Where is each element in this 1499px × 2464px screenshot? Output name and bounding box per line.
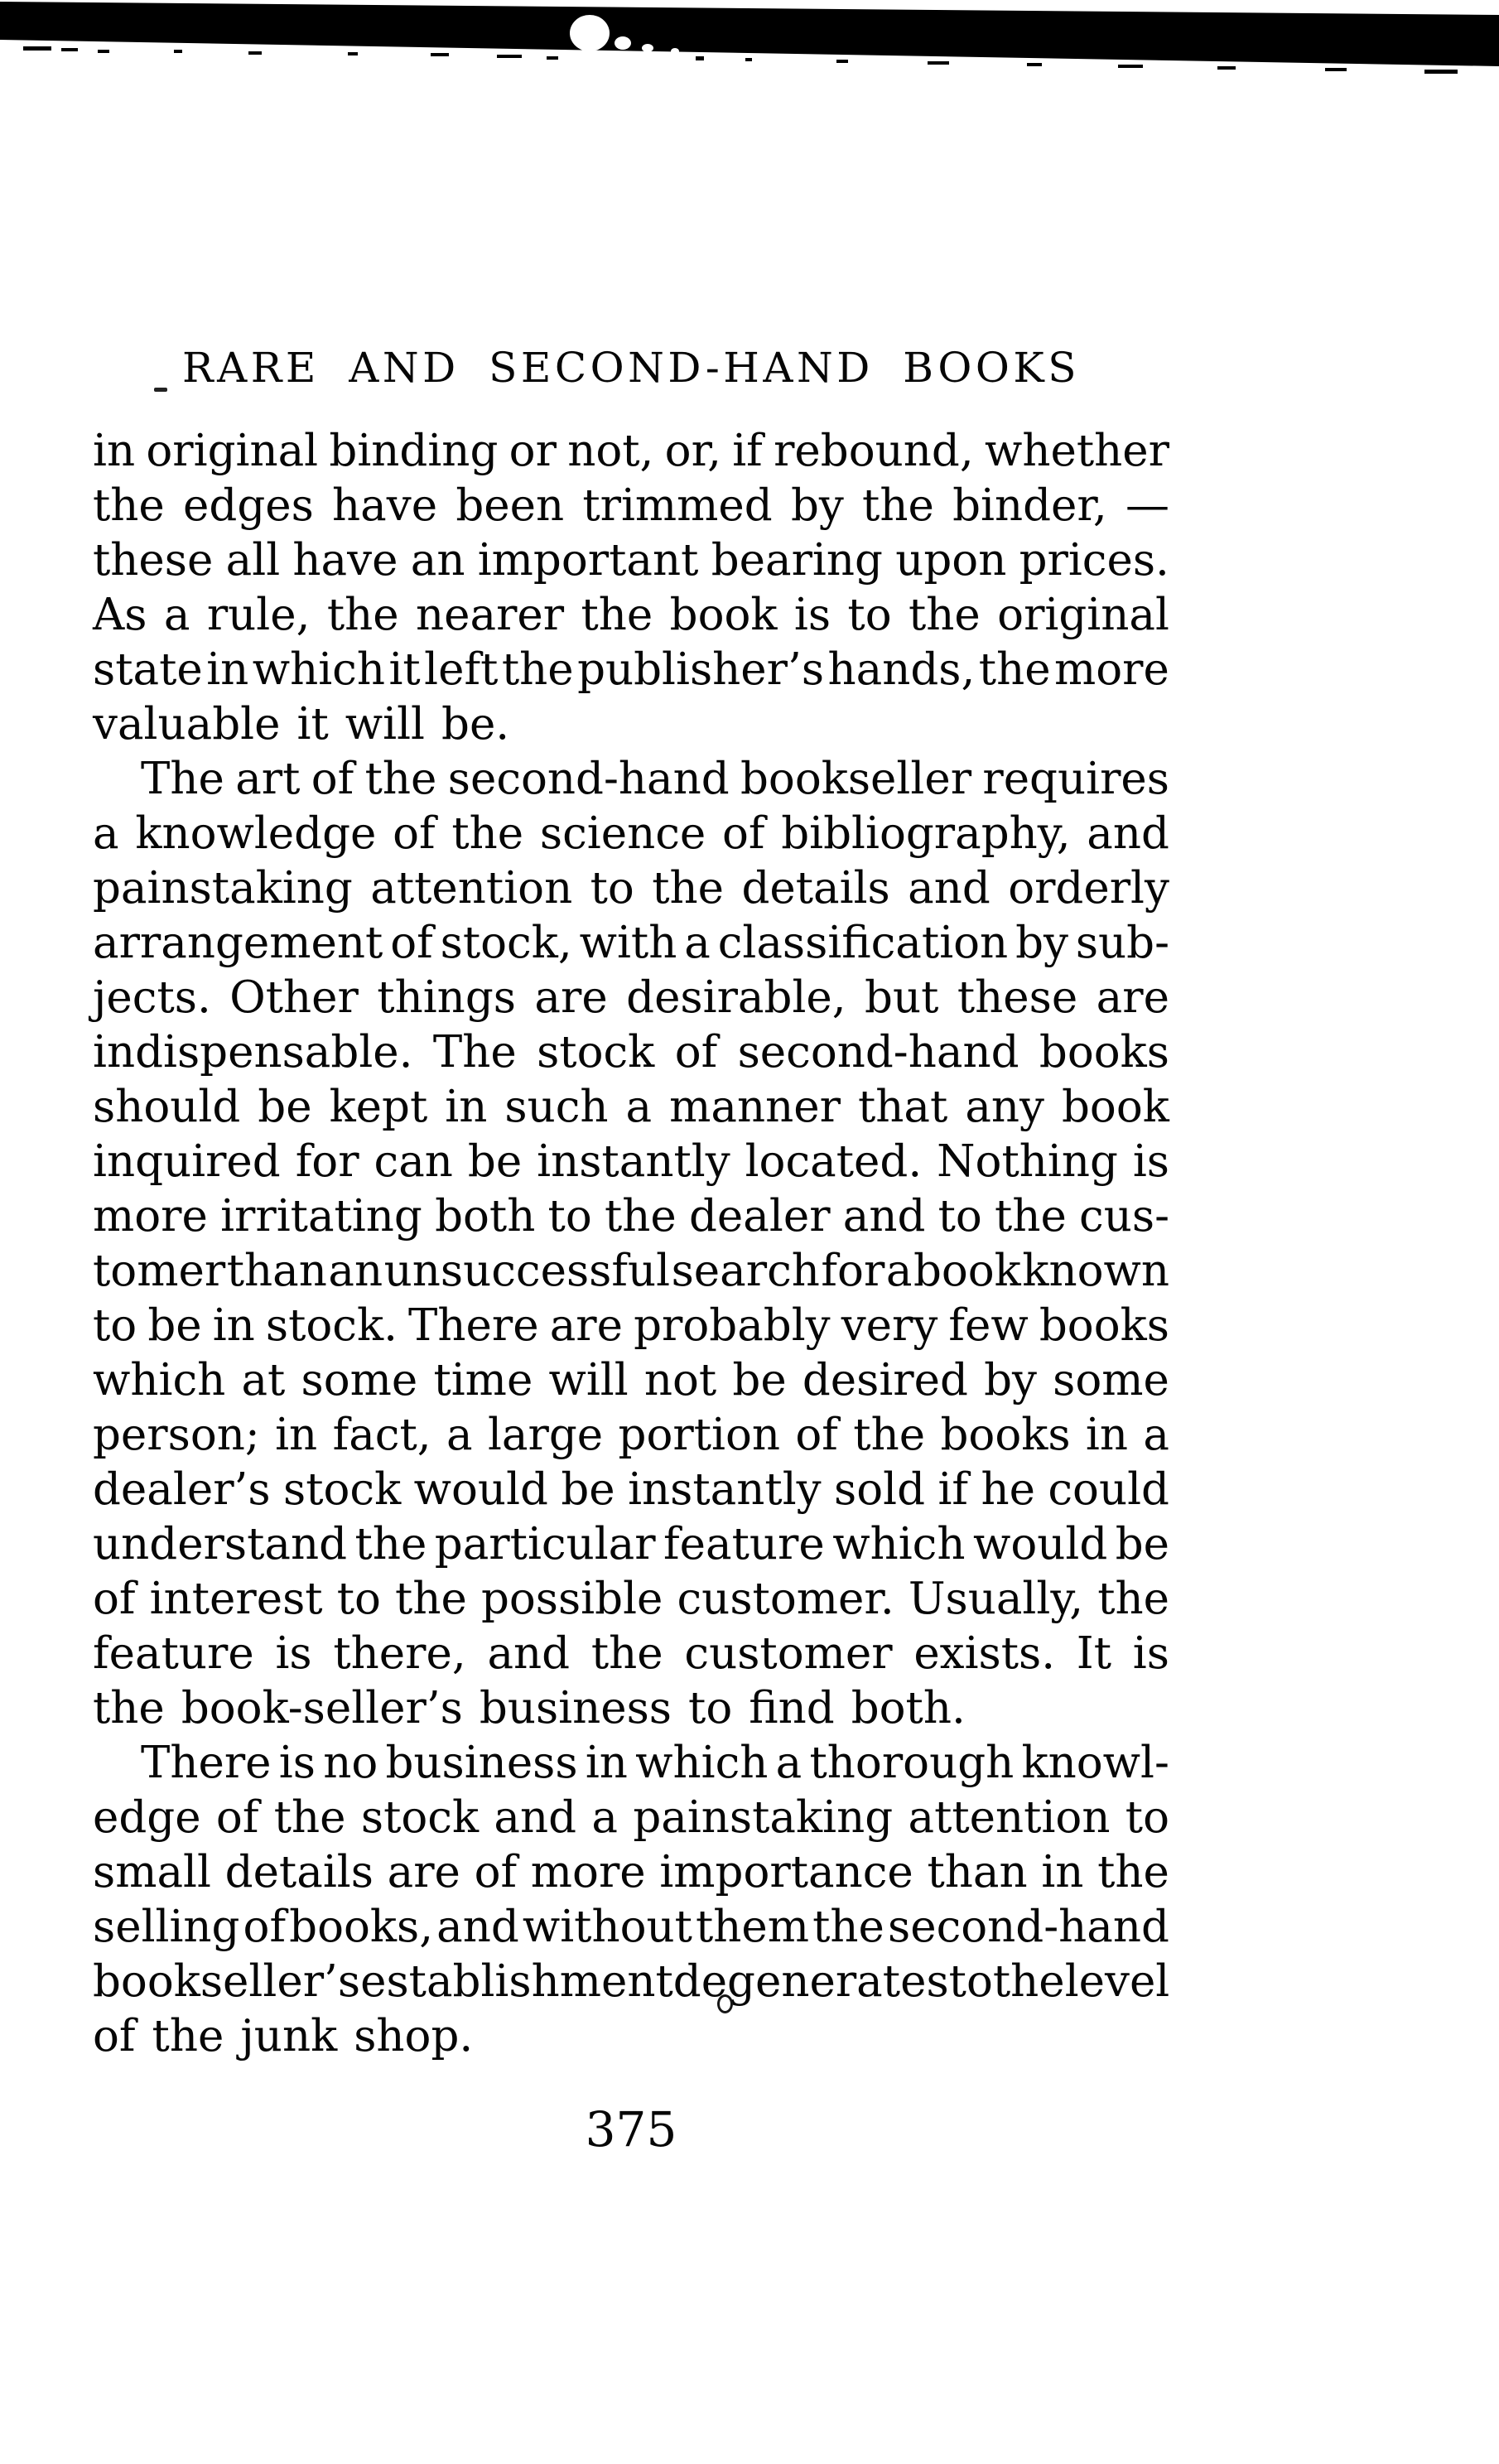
word: book (669, 590, 778, 640)
text-line (93, 479, 1169, 533)
word: and (842, 1191, 926, 1242)
word: left (424, 644, 499, 695)
text-line (93, 1845, 1169, 1900)
word: book (1062, 1082, 1169, 1132)
word: with (579, 918, 677, 968)
word: the (364, 754, 437, 804)
word: be (732, 1355, 787, 1406)
text-line (93, 916, 1169, 971)
text-line (93, 861, 1169, 916)
word: Nothing (937, 1136, 1118, 1187)
word: a (885, 1246, 913, 1296)
word: by (984, 1355, 1037, 1406)
word: the (978, 644, 1051, 695)
body-text (93, 424, 1169, 2064)
word: not (643, 1355, 717, 1406)
text-line (93, 1627, 1169, 1681)
word: details (741, 863, 890, 914)
word: the (590, 1628, 663, 1679)
word: the (395, 1574, 467, 1624)
word: but (865, 972, 939, 1023)
word: the (908, 590, 981, 640)
word: instantly (537, 1136, 730, 1187)
word: that (857, 1082, 948, 1132)
word: sub- (1075, 918, 1169, 968)
word: thorough (809, 1738, 1015, 1788)
word: of (215, 1792, 259, 1843)
word: which (832, 1519, 966, 1570)
word: classification (717, 918, 1009, 968)
word: the (1097, 1847, 1169, 1897)
text-line (141, 1736, 1169, 1791)
word: be (561, 1464, 615, 1515)
word: book (913, 1246, 1021, 1296)
word: indispensable. (93, 1027, 413, 1078)
word: of (93, 1574, 136, 1624)
word: there, (333, 1628, 466, 1679)
word: of (243, 1902, 287, 1952)
word: be (467, 1136, 523, 1187)
word: bibliography, (781, 808, 1071, 859)
word: hands, (827, 644, 976, 695)
word: them (696, 1902, 810, 1952)
word: and (487, 1628, 571, 1679)
word: books (1039, 1027, 1169, 1078)
word: few (948, 1300, 1029, 1351)
word: are (549, 1300, 624, 1351)
word: unsuccessful (383, 1246, 671, 1296)
word: a (591, 1792, 618, 1843)
word: painstaking (633, 1792, 894, 1843)
word: important (477, 535, 699, 586)
word: person; (93, 1410, 260, 1460)
word: instantly (628, 1464, 822, 1515)
word: all (225, 535, 281, 586)
word: trimmed (582, 480, 773, 531)
word: bearing (711, 535, 883, 586)
word: stock (360, 1792, 480, 1843)
word: things (377, 972, 516, 1023)
word: stock, (440, 918, 572, 968)
word: is (275, 1628, 312, 1679)
word: to (336, 1574, 381, 1624)
word: The (432, 1027, 517, 1078)
word: in (1041, 1847, 1084, 1897)
word: binding (329, 426, 499, 476)
word: an (410, 535, 465, 586)
word: orderly (1008, 863, 1169, 914)
word: to (847, 590, 892, 640)
text-line (141, 752, 1169, 807)
word: rebound, (774, 426, 974, 476)
word: It (1076, 1628, 1112, 1679)
word: not, (567, 426, 654, 476)
word: if (937, 1464, 969, 1515)
word: some (301, 1355, 418, 1406)
word: is (793, 590, 831, 640)
word: the (853, 1410, 926, 1460)
word: be (258, 1082, 312, 1132)
text-line (93, 1463, 1169, 1517)
word: any (965, 1082, 1044, 1132)
word: are (534, 972, 608, 1023)
word: The (141, 754, 224, 804)
word: to (1125, 1792, 1169, 1843)
word: of (674, 1027, 718, 1078)
word: more (1054, 644, 1169, 695)
word: and (436, 1902, 519, 1952)
word: desired (802, 1355, 968, 1406)
text-line (93, 588, 1169, 643)
word: Usually, (908, 1574, 1084, 1624)
word: very (841, 1300, 938, 1351)
word: of (311, 754, 354, 804)
scan-bar-shape (0, 0, 1499, 108)
word: of (474, 1847, 518, 1897)
word: the (451, 808, 524, 859)
text-line (93, 1791, 1169, 1845)
word: in (1085, 1410, 1129, 1460)
word: been (455, 480, 565, 531)
text-line (93, 1955, 1169, 2009)
word: customer (684, 1628, 893, 1679)
word: in (275, 1410, 318, 1460)
word: possible (480, 1574, 663, 1624)
word: it (388, 644, 421, 695)
word: should (93, 1082, 241, 1132)
word: which (252, 644, 386, 695)
text-line (93, 1517, 1169, 1572)
word: be (147, 1300, 202, 1351)
word: which (635, 1738, 769, 1788)
word: the (862, 480, 934, 531)
word: the (604, 1191, 677, 1242)
word: and (1087, 808, 1169, 859)
text-line (93, 971, 1169, 1025)
text-line (93, 533, 1169, 588)
text-line (93, 1572, 1169, 1627)
text-line (93, 1353, 1169, 1408)
word: kept (329, 1082, 428, 1132)
text-line: valuable it will be. (93, 699, 510, 750)
word: the (995, 1191, 1067, 1242)
word: feature (93, 1628, 254, 1679)
word: located. (745, 1136, 923, 1187)
word: these (957, 972, 1078, 1023)
word: level (1064, 1956, 1170, 2007)
word: particular (434, 1519, 656, 1570)
word: details (224, 1847, 374, 1897)
word: requires (982, 754, 1169, 804)
word: books (940, 1410, 1071, 1460)
word: stock (283, 1464, 402, 1515)
word: jects. (93, 972, 211, 1023)
word: a (684, 918, 711, 968)
word: original (997, 590, 1169, 640)
word: original (146, 426, 319, 476)
word: a (93, 808, 119, 859)
word: the (1097, 1574, 1169, 1624)
word: Other (229, 972, 359, 1023)
word: would (972, 1519, 1108, 1570)
word: manner (669, 1082, 841, 1132)
word: second-hand (737, 1027, 1019, 1078)
word: to (93, 1300, 137, 1351)
word: books, (289, 1902, 434, 1952)
text-line (93, 807, 1169, 861)
word: for (295, 1136, 359, 1187)
word: for (821, 1246, 885, 1296)
word: rule, (206, 590, 311, 640)
word: if (732, 426, 763, 476)
word: will (548, 1355, 629, 1406)
word: by (1015, 918, 1068, 968)
word: knowl- (1021, 1738, 1169, 1788)
word: importance (659, 1847, 913, 1897)
word: There (141, 1738, 272, 1788)
word: a (446, 1410, 473, 1460)
word: portion (618, 1410, 781, 1460)
word: in (445, 1082, 488, 1132)
word: of (390, 918, 433, 968)
word: than (226, 1246, 327, 1296)
word: can (374, 1136, 453, 1187)
scan-noise-ring (717, 1994, 733, 2013)
word: arrangement (93, 918, 383, 968)
text-line: of the junk shop. (93, 2011, 474, 2061)
word: is (278, 1738, 316, 1788)
text-line (93, 1135, 1169, 1189)
word: state (93, 644, 203, 695)
word: of (722, 808, 765, 859)
word: both (435, 1191, 536, 1242)
word: could (1048, 1464, 1169, 1515)
text-line (93, 1189, 1169, 1244)
word: the (652, 863, 725, 914)
page-heading: RARE AND SECOND-HAND BOOKS (182, 344, 1080, 392)
word: he (981, 1464, 1035, 1515)
word: more (93, 1191, 208, 1242)
word: edges (183, 480, 314, 531)
word: and (908, 863, 990, 914)
word: knowledge (135, 808, 377, 859)
word: have (332, 480, 438, 531)
word: As (93, 590, 147, 640)
word: and (494, 1792, 577, 1843)
text-line (93, 1080, 1169, 1135)
text-line: the book-seller’s business to find both. (93, 1683, 966, 1733)
word: interest (149, 1574, 323, 1624)
word: dealer’s (93, 1464, 271, 1515)
word: the (501, 644, 574, 695)
word: business (385, 1738, 578, 1788)
word: the (326, 590, 399, 640)
word: science (539, 808, 706, 859)
word: bookseller (740, 754, 972, 804)
word: stock (537, 1027, 655, 1078)
word: is (1132, 1628, 1169, 1679)
word: which (93, 1355, 226, 1406)
word: attention (908, 1792, 1111, 1843)
word: are (387, 1847, 460, 1897)
word: without (522, 1902, 692, 1952)
word: at (241, 1355, 286, 1406)
text-line (93, 1299, 1169, 1353)
word: tomer (93, 1246, 226, 1296)
word: stock. (265, 1300, 398, 1351)
word: have (292, 535, 398, 586)
word: irritating (220, 1191, 422, 1242)
word: painstaking (93, 863, 353, 914)
word: large (487, 1410, 604, 1460)
word: exists. (913, 1628, 1056, 1679)
word: bookseller’s (93, 1956, 361, 2007)
word: in (585, 1738, 628, 1788)
word: to (547, 1191, 592, 1242)
word: more (530, 1847, 646, 1897)
word: the (581, 590, 653, 640)
word: by (790, 480, 844, 531)
text-line (93, 1900, 1169, 1955)
word: nearer (415, 590, 565, 640)
word: probably (634, 1300, 831, 1351)
word: prices. (1019, 535, 1169, 586)
word: art (235, 754, 301, 804)
word: the (992, 1956, 1065, 2007)
word: time (433, 1355, 533, 1406)
word: are (1096, 972, 1169, 1023)
word: the (93, 480, 165, 531)
word: a (163, 590, 190, 640)
word: There (408, 1300, 539, 1351)
word: dealer (688, 1191, 831, 1242)
word: desirable, (626, 972, 846, 1023)
word: a (625, 1082, 653, 1132)
word: publisher’s (577, 644, 825, 695)
word: binder, (952, 480, 1107, 531)
word: sold (834, 1464, 926, 1515)
word: to (937, 1191, 982, 1242)
word: an (328, 1246, 383, 1296)
word: fact, (332, 1410, 431, 1460)
word: in (206, 644, 249, 695)
word: the (273, 1792, 346, 1843)
word: of (795, 1410, 838, 1460)
word: second-hand (888, 1902, 1169, 1952)
word: these (93, 535, 214, 586)
word: understand (93, 1519, 348, 1570)
word: whether (984, 426, 1169, 476)
word: — (1125, 480, 1169, 531)
word: edge (93, 1792, 201, 1843)
word: attention (370, 863, 573, 914)
word: some (1053, 1355, 1169, 1406)
word: in (212, 1300, 255, 1351)
word: the (354, 1519, 427, 1570)
word: books (1039, 1300, 1169, 1351)
word: of (393, 808, 436, 859)
word: no (323, 1738, 378, 1788)
word: known (1022, 1246, 1169, 1296)
text-line (93, 1244, 1169, 1299)
scan-artifact-bar (0, 0, 1499, 108)
word: second-hand (447, 754, 730, 804)
word: inquired (93, 1136, 281, 1187)
word: or (509, 426, 557, 476)
word: is (1132, 1136, 1169, 1187)
word: search (671, 1246, 820, 1296)
text-line (93, 643, 1169, 697)
word: would (413, 1464, 548, 1515)
text-line (93, 1025, 1169, 1080)
text-line (93, 424, 1169, 479)
word: customer. (677, 1574, 894, 1624)
page-number: 375 (585, 2101, 677, 2158)
word: in (93, 426, 136, 476)
word: a (1143, 1410, 1169, 1460)
word: than (927, 1847, 1028, 1897)
word: feature (663, 1519, 825, 1570)
word: the (812, 1902, 884, 1952)
word: a (775, 1738, 803, 1788)
word: establishment (360, 1956, 673, 2007)
word: small (93, 1847, 211, 1897)
word: to (590, 863, 634, 914)
word: such (504, 1082, 609, 1132)
word: selling (93, 1902, 240, 1952)
word: be (1115, 1519, 1169, 1570)
word: or, (664, 426, 721, 476)
word: to (948, 1956, 993, 2007)
word: upon (895, 535, 1007, 586)
word: cus- (1079, 1191, 1169, 1242)
word: degenerates (672, 1956, 949, 2007)
text-line (93, 1408, 1169, 1463)
